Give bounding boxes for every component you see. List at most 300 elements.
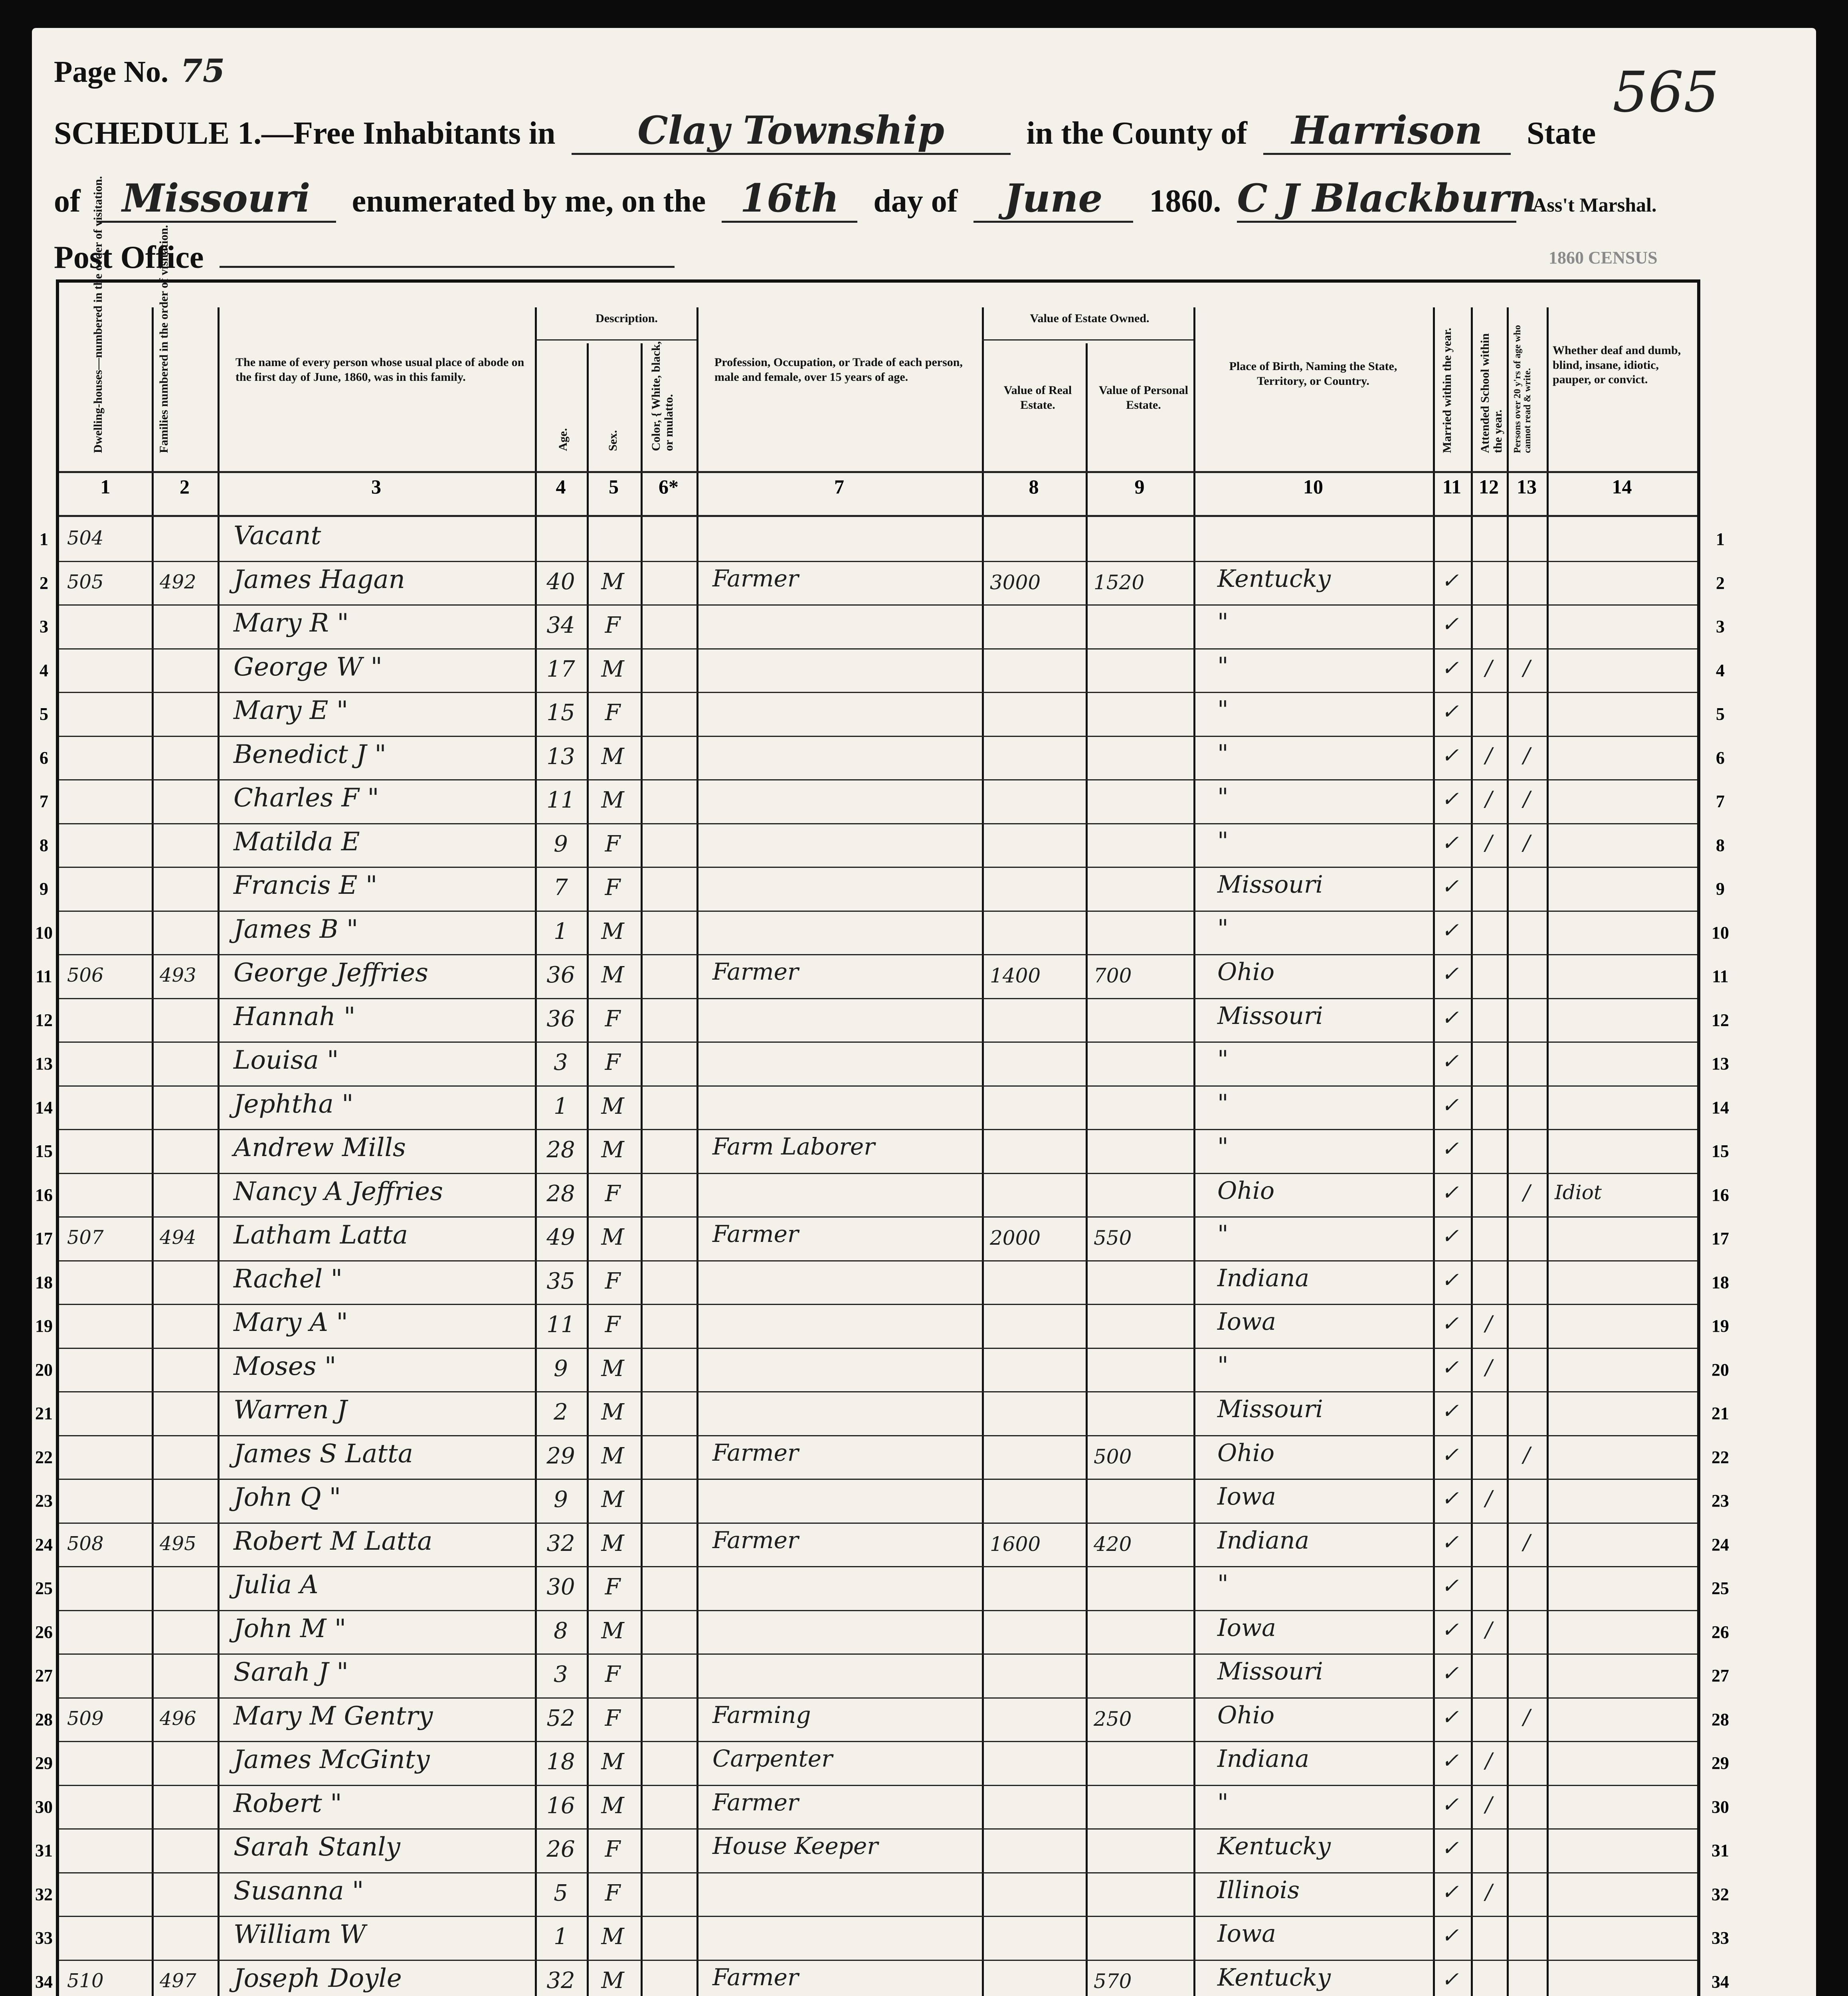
line-number-right: 18	[1711, 1272, 1729, 1292]
married-mark: ✓	[1441, 918, 1459, 943]
personal-estate-value: 250	[1094, 1707, 1132, 1731]
place-of-birth: Kentucky	[1217, 564, 1331, 593]
line-number-right: 7	[1716, 792, 1725, 811]
school-mark: /	[1485, 1792, 1492, 1817]
married-mark: ✓	[1441, 1792, 1459, 1817]
person-name: Robert M Latta	[233, 1526, 433, 1556]
person-age: 1	[554, 918, 568, 945]
person-sex: M	[601, 1618, 624, 1644]
line-number-right: 6	[1716, 748, 1725, 768]
line-number-left: 6	[40, 748, 48, 768]
line-number-right: 2	[1716, 573, 1725, 593]
dwelling-number: 510	[67, 1969, 104, 1992]
school-mark: /	[1485, 1312, 1492, 1336]
person-age: 16	[546, 1792, 575, 1819]
person-sex: M	[601, 918, 624, 945]
column-number: 2	[180, 475, 190, 498]
person-sex: M	[601, 787, 624, 813]
line-number-left: 4	[40, 660, 48, 680]
person-occupation: Farmer	[712, 1526, 799, 1554]
person-occupation: House Keeper	[712, 1832, 878, 1859]
line-number-right: 27	[1711, 1666, 1729, 1685]
line-number-left: 27	[35, 1666, 53, 1685]
person-sex: F	[605, 1574, 621, 1600]
read-write-mark: /	[1523, 743, 1530, 768]
line-number-left: 8	[40, 835, 48, 855]
col7-header: Profession, Occupation, or Trade of each person, male and female, over 15 years of age.	[714, 356, 963, 384]
married-mark: ✓	[1441, 1355, 1459, 1380]
line-number-right: 23	[1711, 1491, 1729, 1511]
day-of-label: day of	[873, 184, 958, 219]
place-of-birth: Missouri	[1217, 1395, 1323, 1423]
person-sex: F	[605, 1049, 621, 1075]
place-of-birth: Indiana	[1217, 1526, 1310, 1554]
line-number-right: 15	[1711, 1141, 1729, 1161]
col2-header: Families numbered in the order of visitation.	[157, 225, 170, 453]
line-number-right: 24	[1711, 1535, 1729, 1554]
read-write-mark: /	[1523, 656, 1530, 680]
person-sex: F	[605, 1180, 621, 1207]
person-name: John M "	[233, 1614, 346, 1644]
description-header: Description.	[596, 312, 658, 325]
row-line	[59, 1173, 1697, 1174]
row-line	[59, 998, 1697, 999]
person-name: Joseph Doyle	[233, 1963, 402, 1993]
person-sex: M	[601, 1443, 624, 1469]
person-name: Mary M Gentry	[233, 1701, 433, 1731]
line-number-left: 2	[40, 573, 48, 593]
row-line	[59, 1042, 1697, 1043]
person-age: 1	[554, 1924, 568, 1950]
person-sex: F	[605, 1880, 621, 1906]
person-sex: F	[605, 612, 621, 638]
person-name: George Jeffries	[233, 958, 428, 988]
personal-estate-value: 550	[1094, 1226, 1132, 1249]
person-occupation: Farming	[712, 1701, 811, 1729]
line-number-right: 30	[1711, 1797, 1729, 1817]
person-sex: M	[601, 1355, 624, 1382]
line-number-right: 21	[1711, 1404, 1729, 1423]
person-name: Mary A "	[233, 1308, 348, 1337]
row-line	[59, 1653, 1697, 1655]
line-number-left: 24	[35, 1535, 53, 1554]
of-label: of	[54, 184, 81, 219]
real-estate-value: 2000	[990, 1226, 1041, 1249]
person-occupation: Farmer	[712, 564, 799, 592]
person-name: Hannah "	[233, 1002, 356, 1032]
state-field	[97, 176, 336, 223]
line-number-right: 17	[1711, 1229, 1729, 1248]
place-of-birth: "	[1217, 1570, 1229, 1598]
column-number: 1	[100, 475, 111, 498]
col1-header	[92, 321, 105, 453]
personal-estate-value: 700	[1094, 964, 1132, 987]
row-line	[59, 1435, 1697, 1436]
person-sex: M	[601, 1224, 624, 1250]
person-age: 26	[546, 1836, 575, 1862]
dwelling-number: 509	[67, 1707, 104, 1730]
row-line	[59, 954, 1697, 955]
row-line	[59, 1304, 1697, 1305]
person-name: George W "	[233, 652, 382, 682]
school-mark: /	[1485, 787, 1492, 811]
person-age: 34	[546, 612, 575, 638]
estate-header: Value of Estate Owned.	[1030, 312, 1150, 325]
line-number-right: 33	[1711, 1928, 1729, 1948]
place-of-birth: Ohio	[1217, 1439, 1275, 1467]
line-number-left: 23	[35, 1491, 53, 1511]
person-sex: M	[601, 743, 624, 770]
line-number-left: 16	[35, 1185, 53, 1205]
place-of-birth: Ohio	[1217, 1176, 1275, 1205]
line-number-right: 13	[1711, 1054, 1729, 1073]
row-line	[59, 867, 1697, 868]
row-line	[59, 604, 1697, 606]
header-line-2	[54, 176, 1656, 223]
person-sex: F	[605, 1006, 621, 1032]
col6-header: Color, { White, black, or mulatto.	[649, 341, 675, 451]
row-line	[59, 1479, 1697, 1480]
married-mark: ✓	[1441, 1661, 1459, 1685]
day-field	[722, 176, 857, 223]
person-age: 30	[546, 1574, 575, 1600]
married-mark: ✓	[1441, 1574, 1459, 1598]
person-occupation: Carpenter	[712, 1745, 833, 1772]
line-number-right: 19	[1711, 1316, 1729, 1336]
place-of-birth: "	[1217, 1046, 1229, 1073]
line-number-left: 31	[35, 1841, 53, 1860]
person-occupation: Farmer	[712, 1788, 799, 1816]
person-sex: M	[601, 1749, 624, 1775]
married-mark: ✓	[1441, 1049, 1459, 1073]
place-of-birth: "	[1217, 696, 1229, 724]
county-value: Harrison	[1291, 108, 1483, 153]
person-sex: M	[601, 1487, 624, 1513]
row-line	[59, 1523, 1697, 1524]
person-name: Francis E "	[233, 871, 378, 900]
line-number-right: 14	[1711, 1097, 1729, 1117]
personal-estate-value: 500	[1094, 1445, 1132, 1468]
school-mark: /	[1485, 1749, 1492, 1773]
person-age: 9	[554, 831, 568, 857]
place-of-birth: Iowa	[1217, 1308, 1276, 1336]
married-mark: ✓	[1441, 1399, 1459, 1423]
married-mark: ✓	[1441, 1093, 1459, 1117]
person-name: Warren J	[233, 1395, 347, 1425]
place-of-birth: "	[1217, 608, 1229, 636]
person-occupation: Farmer	[712, 1963, 799, 1991]
line-number-right: 12	[1711, 1010, 1729, 1030]
person-sex: M	[601, 656, 624, 682]
person-sex: M	[601, 568, 624, 595]
person-sex: F	[605, 831, 621, 857]
person-age: 32	[546, 1530, 575, 1556]
school-mark: /	[1485, 1618, 1492, 1642]
married-mark: ✓	[1441, 743, 1459, 768]
dwelling-number: 507	[67, 1226, 104, 1249]
person-sex: F	[605, 700, 621, 726]
person-age: 7	[554, 875, 568, 901]
line-number-left: 5	[40, 704, 48, 724]
line-number-right: 1	[1716, 529, 1725, 549]
person-name: Latham Latta	[233, 1220, 408, 1250]
line-number-left: 14	[35, 1097, 53, 1117]
married-mark: ✓	[1441, 962, 1459, 986]
person-sex: M	[601, 1137, 624, 1163]
married-mark: ✓	[1441, 1268, 1459, 1292]
line-number-right: 10	[1711, 923, 1729, 943]
married-mark: ✓	[1441, 1880, 1459, 1904]
person-name: Julia A	[233, 1570, 319, 1600]
faint-stamp: 1860 CENSUS	[1549, 248, 1658, 267]
person-sex: F	[605, 875, 621, 901]
person-age: 52	[546, 1705, 575, 1731]
person-sex: F	[605, 1836, 621, 1862]
married-mark: ✓	[1441, 656, 1459, 680]
col3-header: The name of every person whose usual place of abode on the first day of June, 1860, was in this family.	[235, 356, 524, 384]
person-name: Sarah J "	[233, 1657, 348, 1687]
person-name: Moses "	[233, 1351, 336, 1381]
married-mark: ✓	[1441, 1487, 1459, 1511]
person-age: 18	[546, 1749, 575, 1775]
col4-header: Age.	[556, 428, 570, 451]
enumerated-label: enumerated by me, on the	[352, 184, 706, 219]
month-value: June	[1004, 176, 1103, 221]
person-sex: M	[601, 1792, 624, 1819]
column-number: 7	[834, 475, 844, 498]
person-occupation: Farm Laborer	[712, 1133, 875, 1160]
line-number-right: 11	[1712, 966, 1729, 986]
line-number-right: 9	[1716, 879, 1725, 899]
line-number-left: 32	[35, 1884, 53, 1904]
column-number: 5	[609, 475, 619, 498]
row-line	[59, 1260, 1697, 1261]
person-name: William W	[233, 1920, 366, 1949]
person-name: Charles F "	[233, 783, 379, 813]
family-number: 494	[160, 1226, 196, 1249]
place-of-birth: "	[1217, 1133, 1229, 1161]
person-occupation: Farmer	[712, 1220, 799, 1248]
row-line	[59, 648, 1697, 649]
line-number-right: 3	[1716, 617, 1725, 636]
person-age: 11	[546, 1312, 575, 1338]
person-age: 3	[554, 1049, 568, 1075]
married-mark: ✓	[1441, 787, 1459, 811]
col11-header: Married within the year.	[1440, 328, 1454, 453]
page-number	[54, 52, 225, 89]
line-number-left: 11	[36, 966, 52, 986]
row-line	[59, 1916, 1697, 1917]
row-line	[59, 1129, 1697, 1130]
married-mark: ✓	[1441, 612, 1459, 636]
place-of-birth: Iowa	[1217, 1920, 1276, 1948]
married-mark: ✓	[1441, 1924, 1459, 1948]
person-age: 13	[546, 743, 575, 770]
place-of-birth: "	[1217, 1220, 1229, 1248]
township-value: Clay Township	[637, 108, 944, 153]
disability-note: Idiot	[1555, 1180, 1602, 1204]
column-number: 10	[1303, 475, 1323, 498]
header-line-3	[54, 240, 675, 276]
line-number-right: 31	[1711, 1841, 1729, 1860]
family-number: 496	[160, 1707, 196, 1730]
post-office-label: Post Office	[54, 240, 204, 275]
person-occupation: Farmer	[712, 958, 799, 985]
line-number-left: 13	[35, 1054, 53, 1073]
page-no-value: 75	[180, 52, 225, 89]
year-label: 1860.	[1149, 184, 1221, 219]
sheet-stamp-number: 565	[1613, 60, 1719, 125]
row-line	[59, 1391, 1697, 1392]
person-name: John Q "	[233, 1483, 341, 1512]
line-number-left: 19	[35, 1316, 53, 1336]
person-sex: M	[601, 1530, 624, 1556]
married-mark: ✓	[1441, 1749, 1459, 1773]
place-of-birth: Illinois	[1217, 1876, 1300, 1904]
column-number: 9	[1134, 475, 1145, 498]
line-number-left: 20	[35, 1360, 53, 1380]
person-age: 1	[554, 1093, 568, 1119]
row-line	[59, 1216, 1697, 1218]
dwelling-number: 508	[67, 1532, 104, 1555]
person-age: 3	[554, 1661, 568, 1687]
schedule-label: SCHEDULE 1.—Free Inhabitants in	[54, 116, 556, 151]
person-name: Rachel "	[233, 1264, 342, 1294]
person-sex: M	[601, 1924, 624, 1950]
married-mark: ✓	[1441, 1224, 1459, 1248]
person-name: Vacant	[233, 521, 321, 550]
column-number: 6*	[659, 475, 679, 498]
post-office-field	[220, 266, 675, 268]
line-number-left: 17	[35, 1229, 53, 1248]
line-number-left: 9	[40, 879, 48, 899]
school-mark: /	[1485, 1355, 1492, 1380]
personal-estate-value: 570	[1094, 1969, 1132, 1993]
line-number-right: 28	[1711, 1709, 1729, 1729]
married-mark: ✓	[1441, 1006, 1459, 1030]
school-mark: /	[1485, 743, 1492, 768]
person-sex: F	[605, 1312, 621, 1338]
married-mark: ✓	[1441, 700, 1459, 724]
row-line	[59, 823, 1697, 824]
person-name: Sarah Stanly	[233, 1832, 400, 1862]
line-number-left: 33	[35, 1928, 53, 1948]
school-mark: /	[1485, 656, 1492, 680]
col5-header: Sex.	[606, 430, 619, 451]
person-age: 40	[546, 568, 575, 595]
township-field	[572, 108, 1011, 155]
line-number-right: 16	[1711, 1185, 1729, 1205]
person-age: 9	[554, 1487, 568, 1513]
line-number-right: 4	[1716, 660, 1725, 680]
line-number-right: 34	[1711, 1972, 1729, 1992]
line-number-left: 15	[35, 1141, 53, 1161]
line-number-right: 29	[1711, 1753, 1729, 1773]
person-name: Robert "	[233, 1788, 342, 1818]
marshal-label: Ass't Marshal.	[1532, 194, 1657, 216]
person-sex: M	[601, 1967, 624, 1994]
month-field	[973, 176, 1133, 223]
real-estate-value: 1600	[990, 1532, 1041, 1556]
person-age: 9	[554, 1355, 568, 1382]
column-number-line	[59, 471, 1697, 473]
row-line	[59, 1960, 1697, 1961]
person-age: 28	[546, 1137, 575, 1163]
married-mark: ✓	[1441, 1443, 1459, 1467]
line-number-left: 22	[35, 1447, 53, 1467]
person-occupation: Farmer	[712, 1439, 799, 1466]
state-value: Missouri	[122, 176, 311, 221]
person-name: Benedict J "	[233, 739, 386, 769]
person-sex: F	[605, 1705, 621, 1731]
line-number-left: 34	[35, 1972, 53, 1992]
person-age: 11	[546, 787, 575, 813]
married-mark: ✓	[1441, 1180, 1459, 1205]
row-line	[59, 1828, 1697, 1830]
line-number-right: 25	[1711, 1578, 1729, 1598]
row-line	[59, 911, 1697, 912]
place-of-birth: Iowa	[1217, 1614, 1276, 1642]
personal-estate-value: 420	[1094, 1532, 1132, 1556]
person-age: 36	[546, 962, 575, 988]
dwelling-number: 505	[67, 570, 104, 593]
place-of-birth: Kentucky	[1217, 1963, 1331, 1992]
column-number: 12	[1479, 475, 1499, 498]
dwelling-number: 506	[67, 964, 104, 986]
person-sex: F	[605, 1268, 621, 1294]
person-age: 35	[546, 1268, 575, 1294]
county-field	[1263, 108, 1511, 155]
person-name: Jephtha "	[233, 1089, 354, 1119]
marshal-signature: C J Blackburn	[1237, 176, 1537, 221]
read-write-mark: /	[1523, 1705, 1530, 1729]
person-age: 36	[546, 1006, 575, 1032]
line-number-left: 25	[35, 1578, 53, 1598]
read-write-mark: /	[1523, 1180, 1530, 1205]
line-number-left: 26	[35, 1622, 53, 1642]
married-mark: ✓	[1441, 1705, 1459, 1729]
person-name: Andrew Mills	[233, 1133, 406, 1162]
line-number-left: 21	[35, 1404, 53, 1423]
line-number-right: 32	[1711, 1884, 1729, 1904]
line-number-left: 18	[35, 1272, 53, 1292]
place-of-birth: "	[1217, 1089, 1229, 1117]
family-number: 492	[160, 570, 196, 593]
column-line	[587, 343, 589, 1996]
line-number-left: 28	[35, 1709, 53, 1729]
row-line	[59, 779, 1697, 780]
column-number: 4	[556, 475, 566, 498]
row-line	[59, 1741, 1697, 1742]
person-sex: F	[605, 1661, 621, 1687]
col8-header: Value of Real Estate.	[1003, 384, 1072, 412]
line-number-right: 22	[1711, 1447, 1729, 1467]
line-number-left: 29	[35, 1753, 53, 1773]
read-write-mark: /	[1523, 831, 1530, 855]
line-number-right: 8	[1716, 835, 1725, 855]
person-name: Mary E "	[233, 696, 348, 725]
col9-header: Value of Personal Estate.	[1099, 384, 1188, 412]
person-age: 28	[546, 1180, 575, 1207]
line-number-left: 10	[35, 923, 53, 943]
header-line-1	[54, 108, 1596, 155]
row-line	[59, 561, 1697, 562]
column-number: 8	[1029, 475, 1039, 498]
read-write-mark: /	[1523, 1443, 1530, 1467]
line-number-right: 26	[1711, 1622, 1729, 1642]
place-of-birth: Iowa	[1217, 1483, 1276, 1511]
row-line	[59, 1085, 1697, 1087]
